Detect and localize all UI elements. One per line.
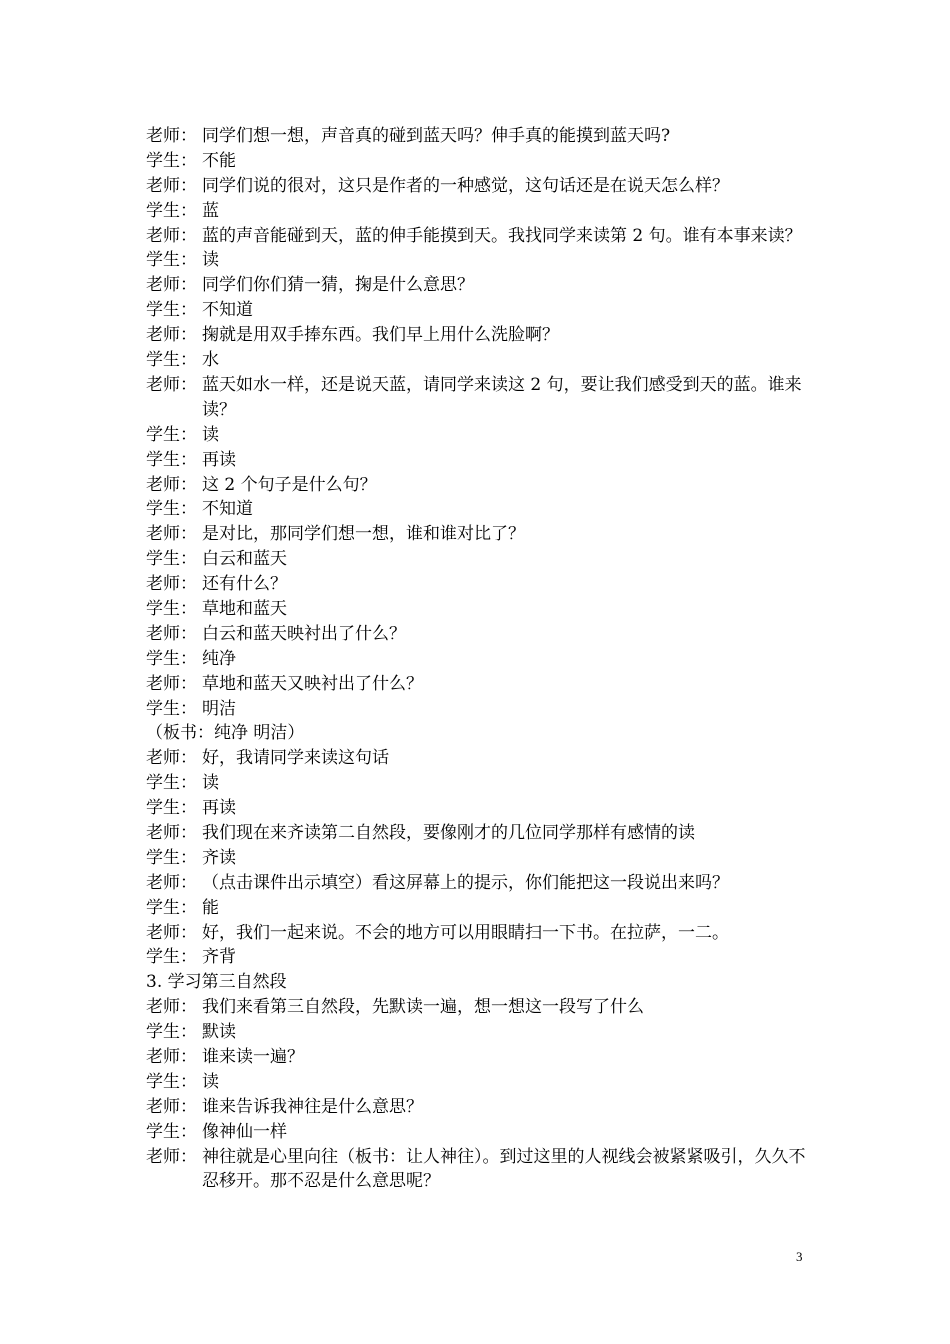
speaker-label: 老师：: [146, 225, 197, 246]
speech-text: 白云和蓝天映衬出了什么？: [202, 623, 406, 644]
speaker-label: 学生：: [146, 150, 197, 171]
page-number: 3: [796, 1249, 803, 1264]
dialogue-line: [146, 1095, 812, 1120]
dialogue-line: [146, 647, 812, 672]
speech-text: 白云和蓝天: [202, 549, 287, 570]
dialogue-line: [146, 995, 812, 1020]
dialogue-line: [146, 821, 812, 846]
speech-text: 掬就是用双手捧东西。我们早上用什么洗脸啊？: [202, 325, 559, 346]
speaker-label: 学生：: [146, 1022, 197, 1043]
dialogue-line: [146, 124, 812, 149]
speaker-label: 学生：: [146, 1121, 197, 1142]
speaker-label: 学生：: [146, 598, 197, 619]
speaker-label: 老师：: [146, 623, 197, 644]
speaker-label: 学生：: [146, 449, 197, 470]
speaker-label: 学生：: [146, 773, 197, 794]
dialogue-line: [146, 174, 812, 199]
speech-text: 草地和蓝天: [202, 598, 287, 619]
speaker-label: 老师：: [146, 474, 197, 495]
speaker-label: 老师：: [146, 175, 197, 196]
speaker-label: 学生：: [146, 200, 197, 221]
speaker-label: 老师：: [146, 997, 197, 1018]
note-line: [146, 721, 812, 746]
dialogue-line: [146, 796, 812, 821]
speaker-label: 学生：: [146, 698, 197, 719]
speaker-label: 老师：: [146, 872, 197, 893]
dialogue-line: [146, 746, 812, 771]
speaker-label: 学生：: [146, 300, 197, 321]
speaker-label: 学生：: [146, 1071, 197, 1092]
speech-text: 不知道: [202, 300, 253, 321]
speech-text: 读: [202, 250, 219, 271]
speaker-label: 老师：: [146, 325, 197, 346]
speech-text: 神往就是心里向往（板书：让人神往）。到过这里的人视线会被紧紧吸引，久久不忍移开。那不忍是什么意思呢？: [202, 1146, 806, 1192]
speaker-label: 学生：: [146, 549, 197, 570]
dialogue-line: [146, 1120, 812, 1145]
speech-text: 我们来看第三自然段，先默读一遍，想一想这一段写了什么: [202, 997, 644, 1018]
speech-text: 齐背: [202, 947, 236, 968]
speech-text: 水: [202, 350, 219, 371]
speech-text: 读: [202, 424, 219, 445]
speech-text: 像神仙一样: [202, 1121, 287, 1142]
speaker-label: 学生：: [146, 350, 197, 371]
speaker-label: 老师：: [146, 1096, 197, 1117]
speech-text: 读: [202, 1071, 219, 1092]
speaker-label: 学生：: [146, 250, 197, 271]
speaker-label: 学生：: [146, 648, 197, 669]
speech-text: 能: [202, 897, 219, 918]
dialogue-line: [146, 1020, 812, 1045]
dialogue-line: [146, 622, 812, 647]
dialogue-line: [146, 896, 812, 921]
speech-text: 齐读: [202, 847, 236, 868]
speaker-label: 老师：: [146, 524, 197, 545]
dialogue-line: [146, 522, 812, 547]
speaker-label: 学生：: [146, 424, 197, 445]
speech-text: 默读: [202, 1022, 236, 1043]
speech-text: 再读: [202, 449, 236, 470]
dialogue-line: [146, 323, 812, 348]
speech-text: 好，我请同学来读这句话: [202, 748, 389, 769]
dialogue-line: [146, 373, 812, 423]
speaker-label: 老师：: [146, 126, 197, 146]
speech-text: 同学们说的很对，这只是作者的一种感觉，这句话还是在说天怎么样？: [202, 175, 729, 196]
dialogue-line: [146, 597, 812, 622]
dialogue-line: [146, 273, 812, 298]
speech-text: 这 2 个句子是什么句？: [202, 474, 377, 495]
speech-text: 是对比，那同学们想一想，谁和谁对比了？: [202, 524, 525, 545]
dialogue-line: [146, 448, 812, 473]
note-line: [146, 970, 812, 995]
speaker-label: 老师：: [146, 275, 197, 296]
speech-text: 明洁: [202, 698, 236, 719]
speaker-label: 学生：: [146, 897, 197, 918]
dialogue-line: [146, 497, 812, 522]
speaker-label: 老师：: [146, 673, 197, 694]
dialogue-line: [146, 224, 812, 249]
dialogue-line: [146, 199, 812, 224]
dialogue-line: [146, 547, 812, 572]
dialogue-line: [146, 945, 812, 970]
speech-text: 纯净: [202, 648, 236, 669]
dialogue-line: [146, 771, 812, 796]
speaker-label: 老师：: [146, 574, 197, 595]
speaker-label: 老师：: [146, 374, 197, 395]
transcript-body: [146, 124, 812, 1194]
speaker-label: 学生：: [146, 847, 197, 868]
dialogue-line: [146, 921, 812, 946]
dialogue-line: [146, 248, 812, 273]
speech-text: 不知道: [202, 499, 253, 520]
dialogue-line: [146, 1070, 812, 1095]
dialogue-line: [146, 348, 812, 373]
speech-text: 同学们你们猜一猜，掬是什么意思？: [202, 275, 474, 296]
speech-text: 同学们想一想，声音真的碰到蓝天吗？伸手真的能摸到蓝天吗?: [202, 126, 671, 146]
dialogue-line: [146, 1145, 812, 1195]
speaker-label: 学生：: [146, 499, 197, 520]
speech-text: 蓝的声音能碰到天，蓝的伸手能摸到天。我找同学来读第 2 句。谁有本事来读？: [202, 225, 802, 246]
note-text: （板书：纯净 明洁）: [146, 723, 305, 744]
speaker-label: 老师：: [146, 922, 197, 943]
speech-text: 蓝: [202, 200, 219, 221]
speech-text: （点击课件出示填空）看这屏幕上的提示，你们能把这一段说出来吗？: [202, 872, 729, 893]
speaker-label: 老师：: [146, 1146, 197, 1167]
dialogue-line: [146, 298, 812, 323]
speaker-label: 学生：: [146, 947, 197, 968]
dialogue-line: [146, 473, 812, 498]
dialogue-line: [146, 846, 812, 871]
dialogue-line: [146, 149, 812, 174]
speech-text: 好，我们一起来说。不会的地方可以用眼睛扫一下书。在拉萨，一二。: [202, 922, 729, 943]
speech-text: 读: [202, 773, 219, 794]
speaker-label: 老师：: [146, 822, 197, 843]
dialogue-line: [146, 572, 812, 597]
speech-text: 再读: [202, 798, 236, 819]
speech-text: 不能: [202, 150, 236, 171]
dialogue-line: [146, 871, 812, 896]
dialogue-line: [146, 1045, 812, 1070]
speaker-label: 学生：: [146, 798, 197, 819]
speech-text: 草地和蓝天又映衬出了什么？: [202, 673, 423, 694]
speaker-label: 老师：: [146, 1047, 197, 1067]
speaker-label: 老师：: [146, 748, 197, 769]
speech-text: 我们现在来齐读第二自然段，要像刚才的几位同学那样有感情的读: [202, 822, 695, 843]
speech-text: 蓝天如水一样，还是说天蓝，请同学来读这 2 句，要让我们感受到天的蓝。谁来读？: [202, 374, 802, 420]
note-text: 3. 学习第三自然段: [146, 972, 287, 993]
dialogue-line: [146, 697, 812, 722]
dialogue-line: [146, 672, 812, 697]
speech-text: 还有什么？: [202, 574, 287, 595]
speech-text: 谁来告诉我神往是什么意思？: [202, 1096, 423, 1117]
dialogue-line: [146, 423, 812, 448]
speech-text: 谁来读一遍？: [202, 1047, 304, 1067]
